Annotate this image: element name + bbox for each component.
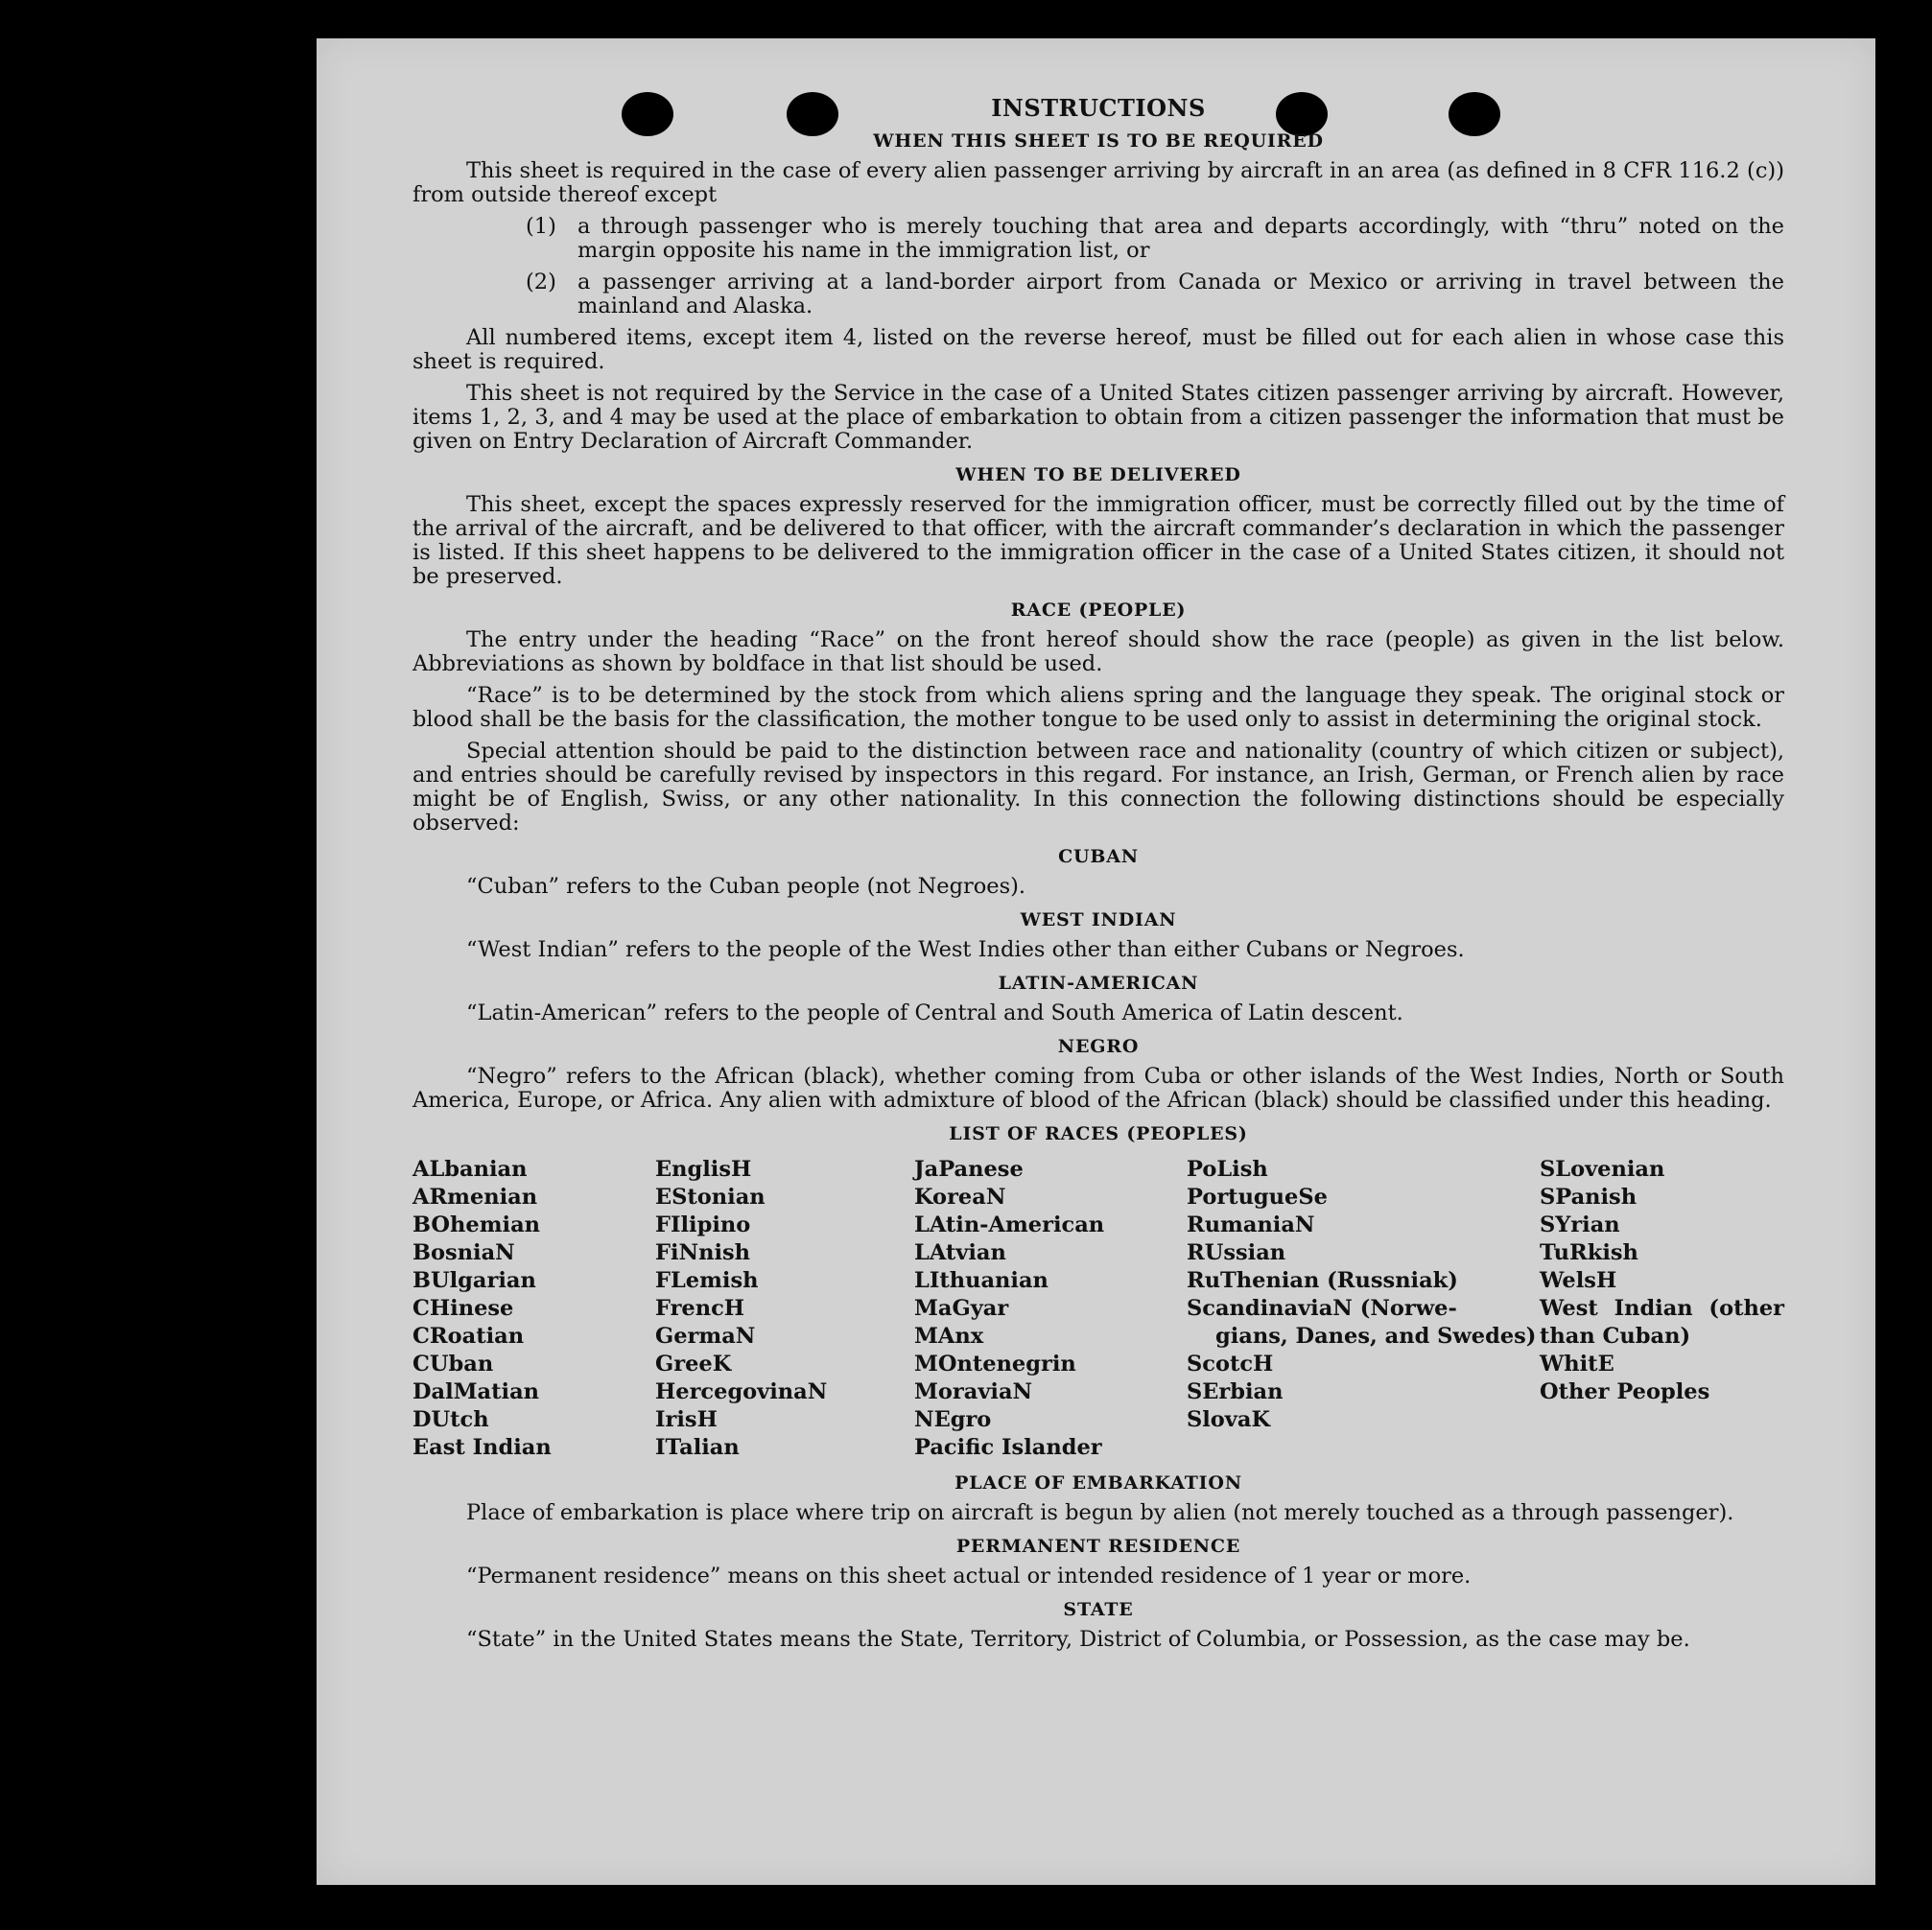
race-list-item: East Indian (412, 1435, 552, 1460)
race-list-item: RUssian (1187, 1240, 1286, 1265)
race-list-item: SErbian (1187, 1379, 1284, 1404)
race-list-item: MaGyar (914, 1296, 1009, 1321)
race-list-item: Other Peoples (1540, 1379, 1710, 1404)
heading-race: RACE (PEOPLE) (1010, 600, 1187, 621)
race-list-item: TuRkish (1540, 1240, 1638, 1265)
race-list-item: FIlipino (655, 1212, 751, 1237)
paragraph: “Latin-American” refers to the people of Central and South America of Latin descent. (466, 1000, 1403, 1025)
paragraph: Place of embarkation is place where trip on aircraft is begun by alien (not merely touched as a through passenger). (466, 1500, 1734, 1525)
race-list-item: MAnx (914, 1324, 984, 1349)
race-list-item: NEgro (914, 1407, 992, 1432)
race-list-item: ScandinaviaN (Norwe- (1187, 1296, 1457, 1321)
race-list-item: BOhemian (412, 1212, 541, 1237)
race-list-item: ALbanian (412, 1157, 528, 1182)
heading-west-indian: WEST INDIAN (1020, 909, 1177, 930)
heading-embarkation: PLACE OF EMBARKATION (954, 1472, 1242, 1494)
paragraph: The entry under the heading “Race” on the front hereof should show the race (people) as given in the list below. Abbreviations as shown by boldface in that list should be used. (412, 627, 1784, 676)
page-title: INSTRUCTIONS (991, 94, 1206, 122)
race-list-item: RuThenian (Russniak) (1187, 1268, 1458, 1293)
race-list-item: MoraviaN (914, 1379, 1033, 1404)
race-list-item: EnglisH (655, 1157, 752, 1182)
race-list-item: PoLish (1187, 1157, 1268, 1182)
race-list-item: SLovenian (1540, 1157, 1665, 1182)
paragraph: “Permanent residence” means on this sheet actual or intended residence of 1 year or more. (466, 1564, 1472, 1589)
heading-latin-american: LATIN-AMERICAN (998, 973, 1199, 994)
heading-negro: NEGRO (1057, 1036, 1140, 1057)
race-column (1540, 1156, 1784, 1462)
race-list-item: DalMatian (412, 1379, 540, 1404)
race-list-item: SYrian (1540, 1212, 1620, 1237)
paragraph: “Race” is to be determined by the stock from which aliens spring and the language they speak. The original stock or blood shall be the basis for the classification, the mother tongue to be used only to assist in determining the original stock. (412, 683, 1784, 732)
race-list-item: EStonian (655, 1185, 766, 1210)
race-list-item: BUlgarian (412, 1268, 536, 1293)
race-list (412, 1156, 1784, 1462)
race-list-item: gians, Danes, and Swedes) (1215, 1324, 1537, 1349)
paragraph: “Negro” refers to the African (black), whether coming from Cuba or other islands of the West Indies, North or South America, Europe, or Africa. Any alien with admixture of blood of the African (black) should be classified under this heading. (412, 1064, 1784, 1113)
paragraph: This sheet, except the spaces expressly reserved for the immigration officer, must be correctly filled out by the time of the arrival of the aircraft, and be delivered to that officer, with the aircraft commander’s declaration in which the passenger is listed. If this sheet happens to be delivered to the immigration officer in the case of a United States citizen, it should not be preserved. (412, 492, 1784, 589)
list-item (526, 271, 1784, 318)
document-sheet (317, 38, 1875, 1885)
item-number: (1) (526, 214, 556, 239)
race-list-item: ARmenian (412, 1185, 538, 1210)
race-list-item: WelsH (1540, 1268, 1617, 1293)
item-text: a passenger arriving at a land-border airport from Canada or Mexico or arriving in travel between the mainland and Alaska. (577, 270, 1784, 318)
race-list-item: SPanish (1540, 1185, 1637, 1210)
race-column (412, 1156, 655, 1462)
race-column (914, 1156, 1187, 1462)
race-list-item: WhitE (1540, 1352, 1614, 1377)
race-list-item: LIthuanian (914, 1268, 1048, 1293)
list-item (526, 215, 1784, 263)
race-list-item: GreeK (655, 1352, 732, 1377)
paragraph: This sheet is not required by the Service in the case of a United States citizen passenger arriving by aircraft. However, items 1, 2, 3, and 4 may be used at the place of embarkation to obtain from a citizen passenger the information that must be given on Entry Declaration of Aircraft Commander. (412, 381, 1784, 454)
race-list-item: ScotcH (1187, 1352, 1274, 1377)
paragraph: “West Indian” refers to the people of the West Indies other than either Cubans or Negroes. (466, 937, 1465, 962)
heading-when-delivered: WHEN TO BE DELIVERED (955, 464, 1241, 485)
race-list-item: IrisH (655, 1407, 718, 1432)
race-list-item: CUban (412, 1352, 494, 1377)
race-list-item: CRoatian (412, 1324, 525, 1349)
race-list-item: Pacific Islander (914, 1435, 1102, 1460)
instructions-content (412, 96, 1784, 1659)
race-list-item: MOntenegrin (914, 1352, 1076, 1377)
paragraph: This sheet is required in the case of every alien passenger arriving by aircraft in an area (as defined in 8 CFR 116.2 (c)) from outside thereof except (412, 158, 1784, 207)
race-list-item: West Indian (other than Cuban) (1540, 1296, 1784, 1349)
heading-state: STATE (1063, 1599, 1134, 1620)
race-list-item: HercegovinaN (655, 1379, 828, 1404)
heading-list-of-races: LIST OF RACES (PEOPLES) (949, 1123, 1248, 1144)
item-number: (2) (526, 270, 556, 294)
race-column (1187, 1156, 1540, 1462)
race-list-item: LAtin-American (914, 1212, 1105, 1237)
race-list-item: FrencH (655, 1296, 745, 1321)
race-list-item: SlovaK (1187, 1407, 1271, 1432)
paragraph: Special attention should be paid to the distinction between race and nationality (country of which citizen or subject), and entries should be carefully revised by inspectors in this regard. For instance, an Irish, German, or French alien by race might be of English, Swiss, or any other nationality. In this connection the following distinctions should be especially observed: (412, 739, 1784, 836)
heading-when-required: WHEN THIS SHEET IS TO BE REQUIRED (873, 130, 1324, 152)
race-list-item: ITalian (655, 1435, 740, 1460)
paragraph: “State” in the United States means the State, Territory, District of Columbia, or Possession, as the case may be. (466, 1627, 1690, 1652)
race-column (655, 1156, 914, 1462)
item-text: a through passenger who is merely touching that area and departs accordingly, with “thru” noted on the margin opposite his name in the immigration list, or (577, 214, 1784, 263)
heading-permanent-residence: PERMANENT RESIDENCE (955, 1536, 1241, 1557)
race-list-item: FLemish (655, 1268, 759, 1293)
paragraph: All numbered items, except item 4, listed on the reverse hereof, must be filled out for each alien in whose case this sheet is required. (412, 325, 1784, 374)
race-list-item: KoreaN (914, 1185, 1006, 1210)
race-list-item: BosniaN (412, 1240, 515, 1265)
race-list-item: DUtch (412, 1407, 489, 1432)
paragraph: “Cuban” refers to the Cuban people (not Negroes). (466, 874, 1026, 899)
heading-cuban: CUBAN (1058, 846, 1139, 867)
race-list-item: RumaniaN (1187, 1212, 1315, 1237)
race-list-item: LAtvian (914, 1240, 1006, 1265)
race-list-item: CHinese (412, 1296, 514, 1321)
race-list-item: PortugueSe (1187, 1185, 1328, 1210)
race-list-item: FiNnish (655, 1240, 751, 1265)
race-list-item: JaPanese (914, 1157, 1024, 1182)
race-list-item: GermaN (655, 1324, 756, 1349)
